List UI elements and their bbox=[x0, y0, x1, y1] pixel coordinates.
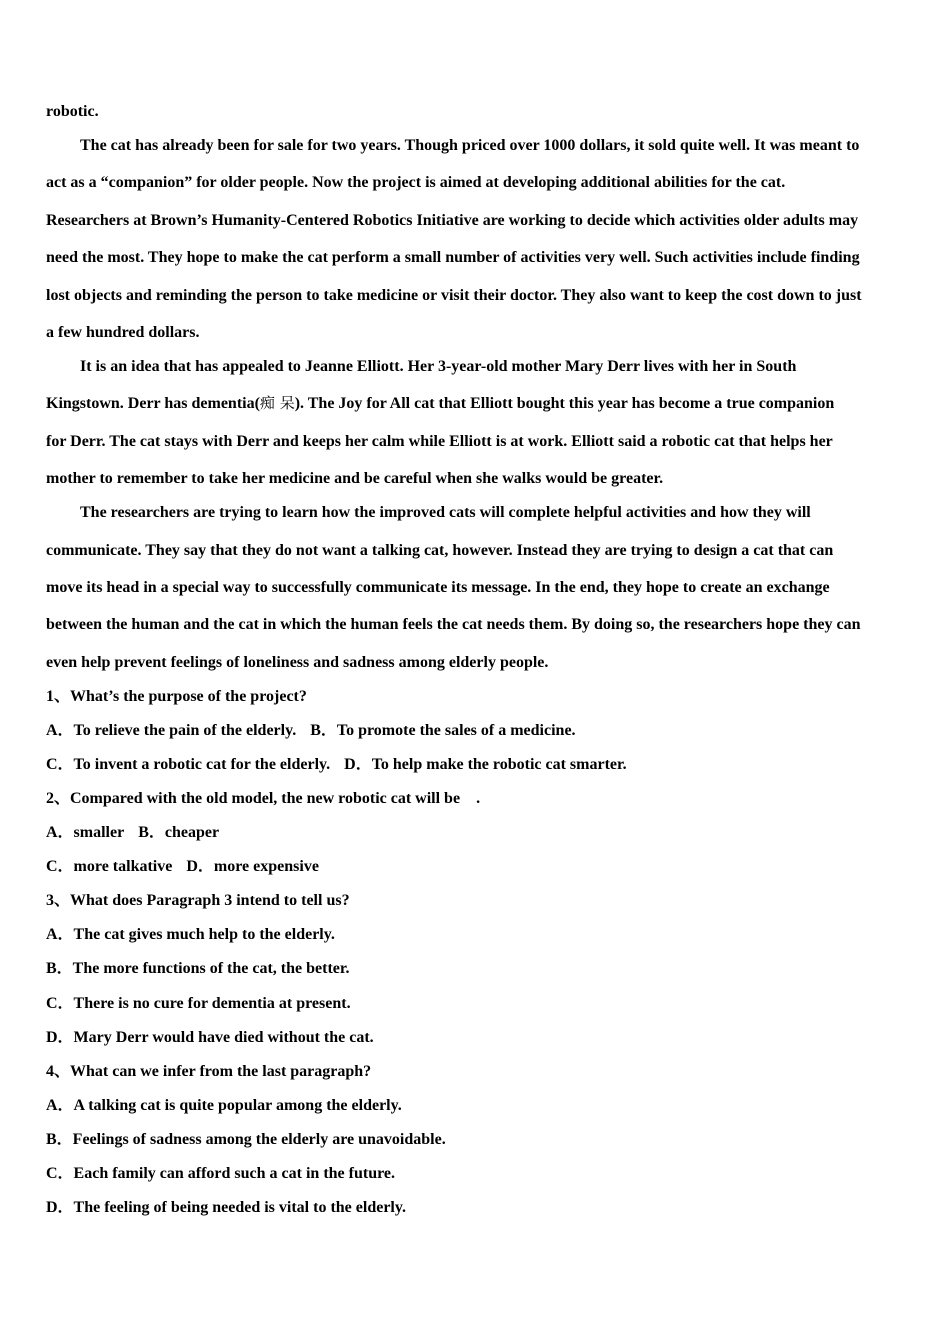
chinese-gloss: 痴 呆 bbox=[259, 394, 295, 413]
paragraph-line: move its head in a special way to successfully communicate its message. In the end, they hope to create an exchange bbox=[46, 578, 830, 596]
option-row bbox=[46, 851, 906, 885]
paragraph-3 bbox=[46, 497, 906, 681]
option-a: A．smaller bbox=[46, 824, 125, 842]
question-stem: 1、What’s the purpose of the project? bbox=[46, 687, 307, 705]
paragraph-line: mother to remember to take her medicine and be careful when she walks would be greater. bbox=[46, 470, 664, 488]
paragraph-line: lost objects and reminding the person to take medicine or visit their doctor. They also want to keep the cost down to just bbox=[46, 286, 862, 304]
paragraph-text: ). The Joy for All cat that Elliott bought this year has become a true companion bbox=[294, 395, 835, 413]
question-1 bbox=[46, 681, 906, 783]
option-c: C．There is no cure for dementia at present. bbox=[46, 994, 351, 1012]
paragraph-line: act as a “companion” for older people. Now the project is aimed at developing additional abilities for the cat. bbox=[46, 174, 786, 192]
option-row bbox=[46, 749, 906, 783]
passage-intro-line: robotic. bbox=[46, 103, 99, 120]
question-stem bbox=[46, 783, 906, 817]
option-d: D．To help make the robotic cat smarter. bbox=[344, 755, 627, 773]
paragraph-line: between the human and the cat in which the human feels the cat needs them. By doing so, the researchers hope they can bbox=[46, 616, 861, 634]
option-c: C．Each family can afford such a cat in the future. bbox=[46, 1165, 396, 1182]
option-a: A．A talking cat is quite popular among the elderly. bbox=[46, 1096, 402, 1114]
option-d: D．Mary Derr would have died without the cat. bbox=[46, 1028, 374, 1046]
question-4 bbox=[46, 1056, 906, 1226]
option-c: C．more talkative bbox=[46, 858, 173, 876]
question-stem-text: 2、Compared with the old model, the new robotic cat will be bbox=[46, 789, 461, 807]
paragraph-line: for Derr. The cat stays with Derr and keeps her calm while Elliott is at work. Elliott said a robotic cat that helps her bbox=[46, 432, 833, 450]
paragraph-line: communicate. They say that they do not want a talking cat, however. Instead they are trying to design a cat that can bbox=[46, 541, 834, 559]
paragraph-line: It is an idea that has appealed to Jeanne Elliott. Her 3-year-old mother Mary Derr lives with her in South bbox=[80, 357, 797, 375]
paragraph-line: The cat has already been for sale for two years. Though priced over 1000 dollars, it sold quite well. It was meant to bbox=[80, 137, 860, 154]
paragraph-line: The researchers are trying to learn how the improved cats will complete helpful activities and how they will bbox=[80, 504, 811, 522]
paragraph-line bbox=[46, 388, 906, 425]
option-c: C．To invent a robotic cat for the elderly. bbox=[46, 755, 331, 773]
document-page bbox=[46, 96, 906, 1226]
question-stem: 3、What does Paragraph 3 intend to tell us? bbox=[46, 892, 350, 910]
question-2 bbox=[46, 783, 906, 885]
option-d: D．more expensive bbox=[186, 858, 319, 876]
option-row bbox=[46, 817, 906, 851]
paragraph-2 bbox=[46, 351, 906, 497]
option-b: B．cheaper bbox=[138, 824, 220, 842]
option-row bbox=[46, 715, 906, 749]
option-a: A．To relieve the pain of the elderly. bbox=[46, 721, 297, 739]
option-d: D．The feeling of being needed is vital to the elderly. bbox=[46, 1199, 406, 1217]
passage-continuation bbox=[46, 96, 906, 130]
question-stem: 4、What can we infer from the last paragraph? bbox=[46, 1062, 372, 1080]
option-b: B．To promote the sales of a medicine. bbox=[310, 721, 576, 739]
question-stem-end: . bbox=[476, 789, 481, 807]
paragraph-1 bbox=[46, 130, 906, 351]
option-b: B．Feelings of sadness among the elderly are unavoidable. bbox=[46, 1130, 446, 1148]
option-a: A．The cat gives much help to the elderly. bbox=[46, 926, 335, 944]
paragraph-line: Researchers at Brown’s Humanity-Centered Robotics Initiative are working to decide which activities older adults may bbox=[46, 211, 859, 229]
question-3 bbox=[46, 885, 906, 1055]
paragraph-line: need the most. They hope to make the cat perform a small number of activities very well. Such activities include finding bbox=[46, 249, 860, 267]
option-b: B．The more functions of the cat, the better. bbox=[46, 960, 350, 978]
paragraph-text: Kingstown. Derr has dementia( bbox=[46, 395, 260, 413]
paragraph-line: even help prevent feelings of loneliness and sadness among elderly people. bbox=[46, 653, 549, 671]
paragraph-line: a few hundred dollars. bbox=[46, 323, 200, 341]
